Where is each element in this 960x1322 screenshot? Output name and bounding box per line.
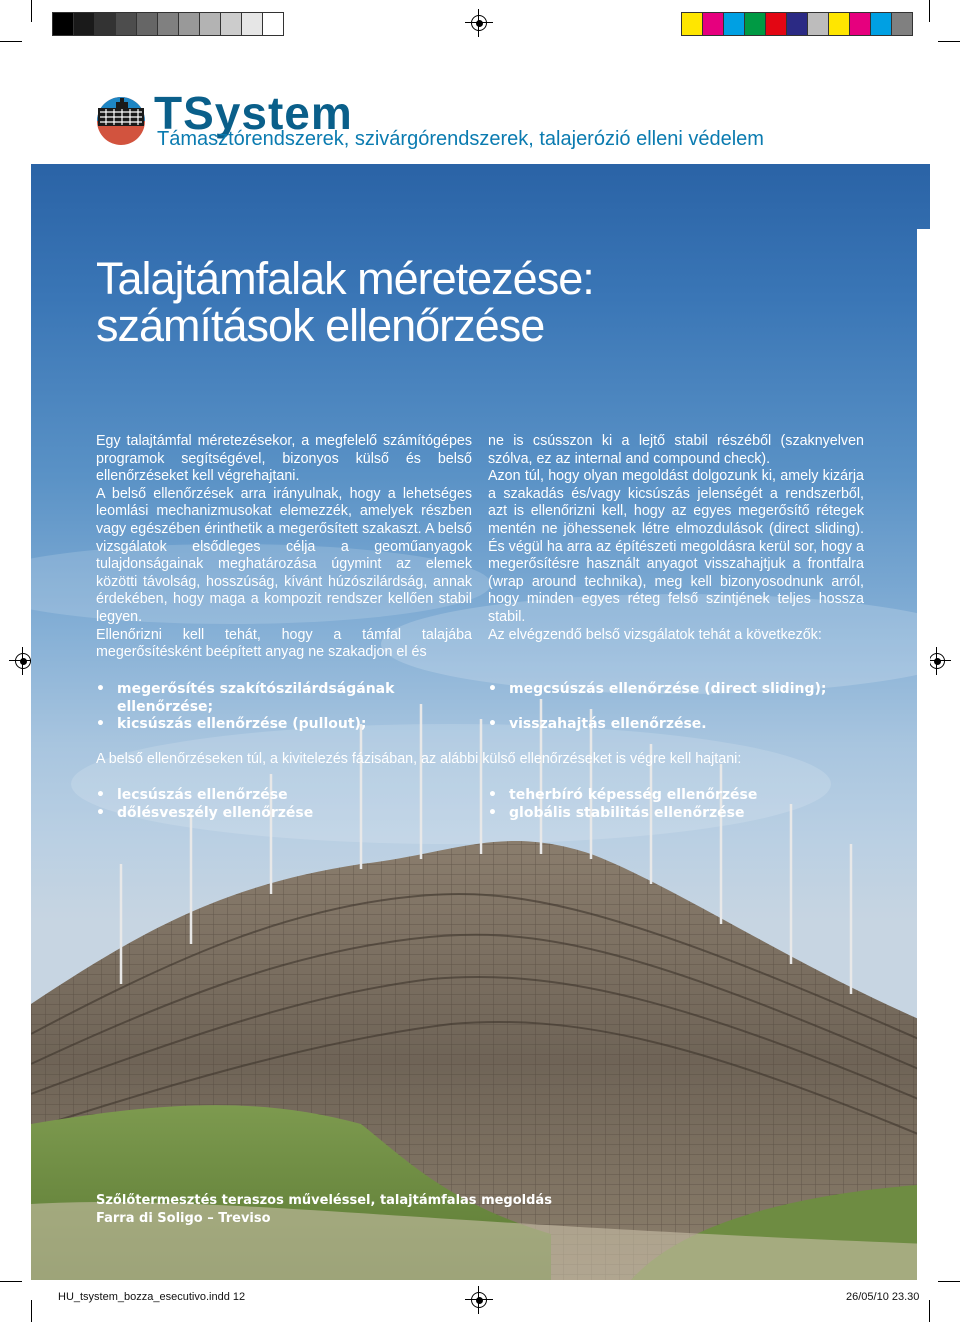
crop-mark [31, 1300, 32, 1322]
color-swatch [95, 13, 116, 35]
color-swatch [745, 13, 766, 35]
color-swatch [200, 13, 221, 35]
external-checks-list-right [488, 787, 868, 822]
paragraph: Ellenőrizni kell tehát, hogy a támfal talajába megerősítésként beépített anyag ne szakadjon el és [96, 626, 472, 661]
list-item: • teherbíró képesség ellenőrzése [488, 787, 868, 805]
list-item: • megerősítés szakítószilárdságának ellenőrzése; [96, 681, 426, 716]
page-title [96, 255, 594, 349]
color-swatch [787, 13, 808, 35]
body-column-left [96, 433, 472, 662]
brand-tagline: Támasztórendszerek, szivárgórendszerek, talajerózió elleni védelem [157, 128, 764, 150]
color-swatch [53, 13, 74, 35]
photo-caption [96, 1192, 552, 1228]
color-swatch [263, 13, 283, 35]
page-title-line-1: Talajtámfalak méretezése: [96, 253, 594, 304]
color-swatch [179, 13, 200, 35]
list-item: • kicsúszás ellenőrzése (pullout); [96, 716, 426, 734]
registration-mark-right [927, 651, 947, 671]
color-swatch [724, 13, 745, 35]
color-swatch [221, 13, 242, 35]
color-swatch [829, 13, 850, 35]
grayscale-color-bar [52, 12, 284, 36]
list-item: • globális stabilitás ellenőrzése [488, 805, 868, 823]
list-item: • dőlésveszély ellenőrzése [96, 805, 426, 823]
color-swatch [850, 13, 871, 35]
color-swatch [158, 13, 179, 35]
paragraph: ne is csússzon ki a lejtő stabil részéből (szaknyelven szólva, ez az internal and compound check). [488, 433, 864, 467]
color-swatch [682, 13, 703, 35]
external-checks-intro: A belső ellenőrzéseken túl, a kivitelezés fázisában, az alábbi külső ellenőrzéseket is végre kell hajtani: [96, 751, 742, 767]
page-margin-strip [917, 229, 930, 1280]
color-swatch [808, 13, 829, 35]
internal-checks-list-left [96, 681, 426, 734]
crop-mark [0, 1281, 22, 1282]
color-swatch [242, 13, 263, 35]
tsystem-logo-icon [96, 96, 146, 146]
footer-filename: HU_tsystem_bozza_esecutivo.indd 12 [58, 1291, 246, 1303]
brand-name: TSystem [154, 87, 353, 139]
paragraph: A belső ellenőrzések arra irányulnak, hogy a lehetséges leomlási mechanizmusokat elemezzék, amelyek részben vagy egészében érinthetik a megerősített szakaszt. A belső vizsgálatok elsődleges célja a geoműanyagok tulajdonságainak meghatározása úgymint az elemek közötti távolság, hosszúság, kívánt húzószilárdság, annak érdekében, hogy maga a kompozit rendszer kellően stabil legyen. [96, 485, 472, 625]
crop-mark [938, 1281, 960, 1282]
external-checks-list-left [96, 787, 426, 822]
internal-checks-list-right [488, 681, 868, 734]
page-title-line-2: számítások ellenőrzése [96, 300, 545, 351]
footer-timestamp: 26/05/10 23.30 [846, 1291, 920, 1303]
registration-mark-left [13, 651, 33, 671]
crop-mark [31, 0, 32, 22]
registration-mark-bottom [469, 1290, 489, 1310]
paragraph: Azon túl, hogy olyan megoldást dolgozunk ki, amely kizárja a szakadás és/vagy kicsúszás jelenségét a rendszerből, azt is ellenőrizni kell, hogy az egyes megerősítő rétegek mentén ne jöhessenek létre elmozdulások (direct sliding). És végül ha arra az építészeti megoldásra kerül sor, hogy a megerősítésre használt anyagot visszahajtjuk a frontfalra (wrap around technika), meg kell bizonyosodnunk arról, hogy minden egyes réteg felső szintjének teljes hossza stabil. [488, 468, 864, 625]
crop-mark [938, 41, 960, 42]
color-swatch [703, 13, 724, 35]
crop-mark [929, 1300, 930, 1322]
color-swatch [892, 13, 912, 35]
list-item: • visszahajtás ellenőrzése. [488, 716, 868, 734]
cmyk-color-bar [681, 12, 913, 36]
crop-mark [0, 41, 22, 42]
color-swatch [116, 13, 137, 35]
color-swatch [74, 13, 95, 35]
list-item: • lecsúszás ellenőrzése [96, 787, 426, 805]
caption-line-1: Szőlőtermesztés teraszos műveléssel, talajtámfalas megoldás [96, 1193, 552, 1208]
body-column-right [488, 433, 864, 644]
paragraph: Az elvégzendő belső vizsgálatok tehát a következők: [488, 626, 822, 643]
crop-mark [929, 0, 930, 22]
color-swatch [871, 13, 892, 35]
list-item: • megcsúszás ellenőrzése (direct sliding); [488, 681, 868, 699]
color-swatch [137, 13, 158, 35]
caption-line-2: Farra di Soligo – Treviso [96, 1211, 271, 1226]
color-swatch [766, 13, 787, 35]
registration-mark-top [469, 13, 489, 33]
paragraph: Egy talajtámfal méretezésekor, a megfelelő számítógépes programok segítségével, bizonyos külső és belső ellenőrzéseket kell végrehajtani. [96, 433, 472, 485]
